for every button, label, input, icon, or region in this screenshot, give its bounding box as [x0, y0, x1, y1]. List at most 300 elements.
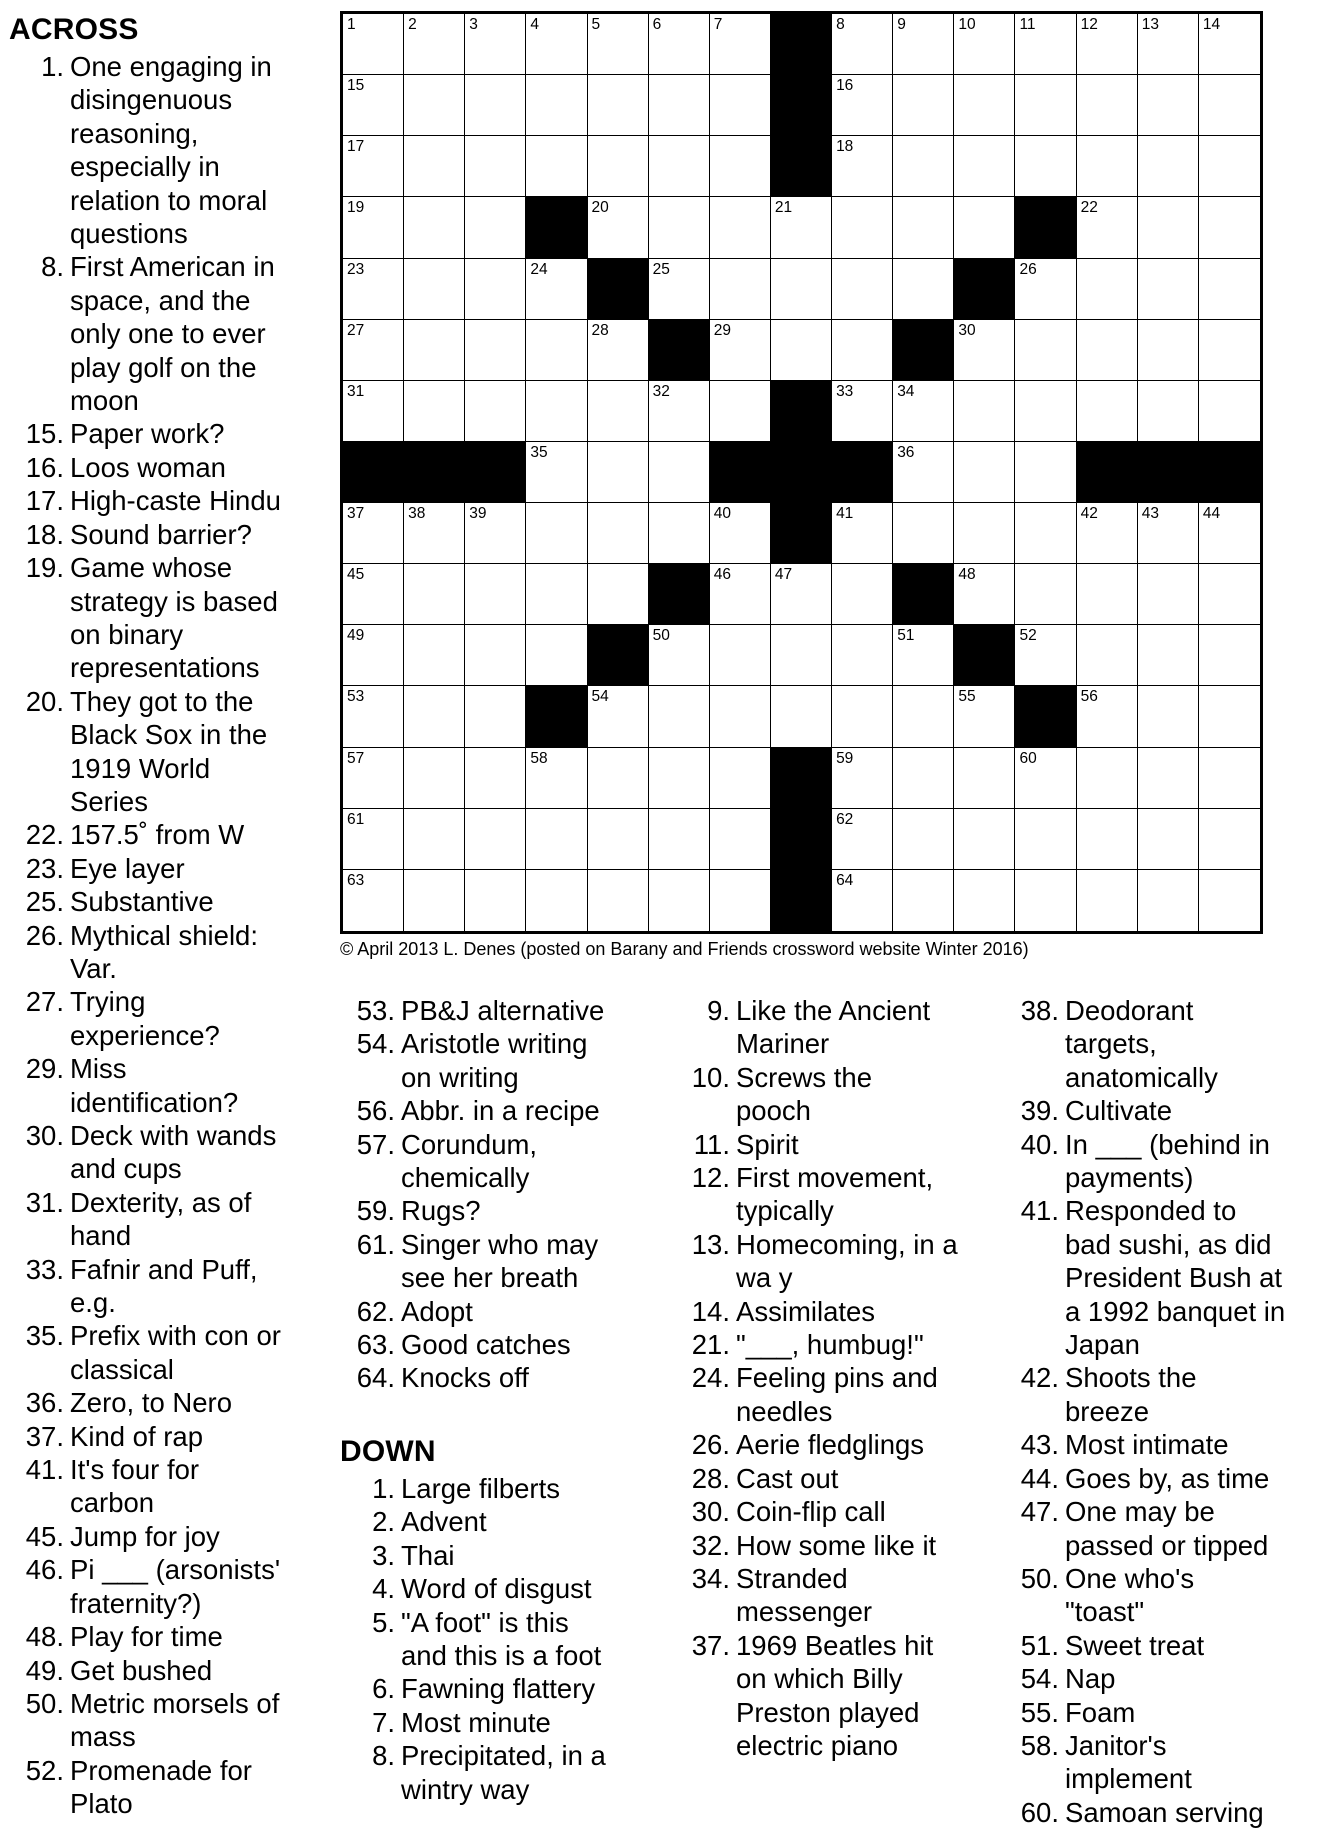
down-column-1: [345, 1472, 665, 1806]
grid-cell[interactable]: [1138, 197, 1199, 258]
grid-cell[interactable]: [1199, 136, 1260, 197]
grid-cell[interactable]: [954, 870, 1015, 931]
grid-cell[interactable]: [771, 686, 832, 747]
grid-cell[interactable]: [1015, 14, 1076, 75]
grid-cell[interactable]: [343, 625, 404, 686]
grid-cell[interactable]: [465, 625, 526, 686]
grid-cell[interactable]: [343, 870, 404, 931]
grid-cell[interactable]: [954, 442, 1015, 503]
clue-text: In ___ (behind in: [1065, 1128, 1270, 1160]
grid-cell[interactable]: [710, 870, 771, 931]
grid-cell[interactable]: [832, 625, 893, 686]
grid-cell[interactable]: [343, 320, 404, 381]
down-clue: [680, 1295, 990, 1328]
grid-cell[interactable]: [649, 625, 710, 686]
grid-cell[interactable]: [1199, 381, 1260, 442]
grid-cell[interactable]: [1015, 442, 1076, 503]
grid-cell[interactable]: [893, 136, 954, 197]
grid-cell[interactable]: [1015, 564, 1076, 625]
cell-number: 23: [347, 260, 365, 278]
grid-cell[interactable]: [404, 75, 465, 136]
clue-text: Precipitated, in a: [401, 1740, 606, 1772]
black-square: [954, 625, 1015, 686]
grid-cell[interactable]: [832, 564, 893, 625]
grid-cell[interactable]: [1077, 564, 1138, 625]
clue-number: 61.: [356, 1228, 395, 1260]
clue-text: and cups: [70, 1153, 182, 1185]
cell-number: 26: [1019, 260, 1037, 278]
grid-cell[interactable]: [1138, 320, 1199, 381]
clue-number: 57.: [356, 1128, 395, 1160]
clue-text: Preston played: [736, 1696, 920, 1728]
grid-cell[interactable]: [1199, 686, 1260, 747]
grid-cell[interactable]: [832, 503, 893, 564]
grid-cell[interactable]: [1015, 809, 1076, 870]
grid-cell[interactable]: [1077, 14, 1138, 75]
grid-cell[interactable]: [1138, 503, 1199, 564]
grid-cell[interactable]: [588, 197, 649, 258]
clue-number: 35.: [25, 1320, 64, 1352]
grid-cell[interactable]: [588, 14, 649, 75]
grid-cell[interactable]: [649, 136, 710, 197]
grid-cell[interactable]: [710, 748, 771, 809]
grid-cell[interactable]: [710, 136, 771, 197]
grid-cell[interactable]: [526, 259, 587, 320]
clue-number: 44.: [1020, 1462, 1059, 1494]
grid-cell[interactable]: [1077, 870, 1138, 931]
grid-cell[interactable]: [1138, 686, 1199, 747]
clue-text: experience?: [70, 1019, 220, 1051]
clue-number: 32.: [691, 1529, 730, 1561]
grid-cell[interactable]: [954, 503, 1015, 564]
grid-cell[interactable]: [1077, 809, 1138, 870]
clue-number: 63.: [356, 1329, 395, 1361]
grid-cell[interactable]: [893, 870, 954, 931]
clue-number: 8.: [372, 1740, 395, 1772]
grid-cell[interactable]: [404, 870, 465, 931]
clue-text: Word of disgust: [401, 1573, 592, 1605]
clue-text: Adopt: [401, 1295, 473, 1327]
clue-text: How some like it: [736, 1529, 937, 1561]
grid-cell[interactable]: [832, 259, 893, 320]
grid-cell[interactable]: [649, 809, 710, 870]
grid-cell[interactable]: [710, 259, 771, 320]
grid-cell[interactable]: [710, 625, 771, 686]
clue-number: 31.: [25, 1186, 64, 1218]
grid-cell[interactable]: [1199, 259, 1260, 320]
cell-number: 16: [836, 77, 854, 95]
grid-cell[interactable]: [526, 381, 587, 442]
grid-cell[interactable]: [404, 686, 465, 747]
grid-cell[interactable]: [710, 320, 771, 381]
grid-cell[interactable]: [343, 809, 404, 870]
black-square: [832, 442, 893, 503]
grid-cell[interactable]: [1015, 320, 1076, 381]
across-clue: [14, 1253, 324, 1320]
grid-cell[interactable]: [1199, 809, 1260, 870]
black-square: [1015, 197, 1076, 258]
grid-cell[interactable]: [404, 625, 465, 686]
grid-cell[interactable]: [1199, 503, 1260, 564]
grid-cell[interactable]: [1015, 625, 1076, 686]
grid-cell[interactable]: [404, 197, 465, 258]
clue-text: passed or tipped: [1065, 1529, 1269, 1561]
grid-cell[interactable]: [893, 197, 954, 258]
grid-cell[interactable]: [343, 259, 404, 320]
cell-number: 39: [469, 505, 487, 523]
grid-cell[interactable]: [1077, 625, 1138, 686]
clue-number: 9.: [707, 995, 730, 1026]
clue-number: 22.: [25, 819, 64, 851]
grid-cell[interactable]: [1138, 75, 1199, 136]
clue-text: Like the Ancient: [736, 995, 931, 1026]
grid-cell[interactable]: [954, 320, 1015, 381]
cell-number: 18: [836, 138, 854, 156]
grid-cell[interactable]: [465, 870, 526, 931]
grid-cell[interactable]: [954, 136, 1015, 197]
grid-cell[interactable]: [343, 14, 404, 75]
clue-text: Good catches: [401, 1329, 571, 1361]
clue-number: 54.: [1020, 1663, 1059, 1695]
clue-number: 51.: [1020, 1629, 1059, 1661]
grid-cell[interactable]: [710, 686, 771, 747]
grid-cell[interactable]: [1199, 564, 1260, 625]
grid-cell[interactable]: [832, 197, 893, 258]
grid-cell[interactable]: [1199, 625, 1260, 686]
grid-cell[interactable]: [1199, 14, 1260, 75]
grid-cell[interactable]: [649, 14, 710, 75]
grid-cell[interactable]: [1015, 503, 1076, 564]
clue-text: on which Billy: [736, 1663, 903, 1695]
grid-cell[interactable]: [710, 809, 771, 870]
grid-cell[interactable]: [893, 748, 954, 809]
cell-number: 54: [591, 688, 609, 706]
black-square: [771, 442, 832, 503]
cell-number: 15: [347, 77, 365, 95]
grid-cell[interactable]: [771, 197, 832, 258]
black-square: [343, 442, 404, 503]
grid-cell[interactable]: [1077, 503, 1138, 564]
black-square: [1199, 442, 1260, 503]
clue-number: 24.: [691, 1362, 730, 1394]
grid-cell[interactable]: [954, 748, 1015, 809]
clue-text: Most intimate: [1065, 1429, 1229, 1461]
grid-cell[interactable]: [832, 14, 893, 75]
grid-cell[interactable]: [343, 381, 404, 442]
grid-cell[interactable]: [404, 503, 465, 564]
grid-cell[interactable]: [1138, 14, 1199, 75]
grid-cell[interactable]: [832, 809, 893, 870]
grid-cell[interactable]: [465, 809, 526, 870]
clue-number: 42.: [1020, 1362, 1059, 1394]
clue-number: 41.: [1020, 1195, 1059, 1227]
down-clue: [680, 994, 990, 1061]
across-clue: [14, 1420, 324, 1453]
grid-cell[interactable]: [1077, 259, 1138, 320]
grid-cell[interactable]: [954, 809, 1015, 870]
grid-cell[interactable]: [1015, 748, 1076, 809]
grid-cell[interactable]: [526, 320, 587, 381]
grid-cell[interactable]: [465, 14, 526, 75]
cell-number: 2: [408, 16, 417, 33]
grid-cell[interactable]: [465, 197, 526, 258]
grid-cell[interactable]: [710, 381, 771, 442]
across-clue: [14, 818, 324, 851]
clue-number: 49.: [25, 1654, 64, 1686]
across-column-1: [14, 50, 324, 1821]
grid-cell[interactable]: [710, 14, 771, 75]
black-square: [649, 320, 710, 381]
grid-cell[interactable]: [465, 686, 526, 747]
grid-cell[interactable]: [404, 259, 465, 320]
clue-number: 58.: [1020, 1729, 1059, 1761]
clue-number: 45.: [25, 1520, 64, 1552]
cell-number: 50: [652, 627, 670, 645]
grid-cell[interactable]: [893, 686, 954, 747]
grid-cell[interactable]: [893, 625, 954, 686]
clue-text: Fawning flattery: [401, 1673, 596, 1705]
grid-cell[interactable]: [1138, 870, 1199, 931]
grid-cell[interactable]: [526, 564, 587, 625]
clue-text: PB&J alternative: [401, 995, 605, 1026]
cell-number: 56: [1080, 688, 1098, 706]
grid-cell[interactable]: [1138, 381, 1199, 442]
grid-cell[interactable]: [588, 442, 649, 503]
grid-cell[interactable]: [404, 564, 465, 625]
grid-cell[interactable]: [465, 320, 526, 381]
grid-cell[interactable]: [526, 809, 587, 870]
grid-cell[interactable]: [1138, 259, 1199, 320]
grid-cell[interactable]: [465, 503, 526, 564]
grid-cell[interactable]: [771, 320, 832, 381]
grid-cell[interactable]: [710, 75, 771, 136]
clue-text: Mythical shield:: [70, 919, 258, 951]
grid-cell[interactable]: [465, 75, 526, 136]
clue-text: "___, humbug!": [736, 1329, 924, 1361]
clue-number: 27.: [25, 986, 64, 1018]
grid-cell[interactable]: [404, 381, 465, 442]
grid-cell[interactable]: [343, 197, 404, 258]
black-square: [771, 75, 832, 136]
clue-text: Thai: [401, 1539, 455, 1571]
down-clue: [680, 1128, 990, 1161]
grid-cell[interactable]: [588, 75, 649, 136]
grid-cell[interactable]: [771, 259, 832, 320]
clue-number: 37.: [25, 1420, 64, 1452]
grid-cell[interactable]: [404, 14, 465, 75]
grid-cell[interactable]: [1015, 381, 1076, 442]
grid-cell[interactable]: [526, 442, 587, 503]
grid-cell[interactable]: [588, 564, 649, 625]
down-clue: [345, 1572, 665, 1605]
grid-cell[interactable]: [588, 320, 649, 381]
black-square: [771, 809, 832, 870]
grid-cell[interactable]: [404, 320, 465, 381]
grid-cell[interactable]: [649, 381, 710, 442]
clue-text: bad sushi, as did: [1065, 1228, 1272, 1260]
grid-cell[interactable]: [465, 748, 526, 809]
cell-number: 45: [347, 566, 365, 584]
grid-cell[interactable]: [526, 748, 587, 809]
grid-cell[interactable]: [649, 503, 710, 564]
grid-cell[interactable]: [893, 75, 954, 136]
grid-cell[interactable]: [832, 686, 893, 747]
clue-text: Feeling pins and: [736, 1362, 938, 1394]
grid-cell[interactable]: [526, 503, 587, 564]
grid-cell[interactable]: [465, 381, 526, 442]
grid-cell[interactable]: [588, 136, 649, 197]
clue-text: Spirit: [736, 1128, 799, 1160]
grid-cell[interactable]: [1138, 748, 1199, 809]
clue-text: Samoan serving: [1065, 1796, 1264, 1828]
grid-cell[interactable]: [526, 625, 587, 686]
across-clue: [14, 50, 324, 250]
down-clue: [680, 1161, 990, 1228]
grid-cell[interactable]: [1199, 320, 1260, 381]
grid-cell[interactable]: [649, 75, 710, 136]
grid-cell[interactable]: [1077, 136, 1138, 197]
grid-cell[interactable]: [710, 564, 771, 625]
grid-cell[interactable]: [832, 136, 893, 197]
across-clue: [14, 451, 324, 484]
grid-cell[interactable]: [1199, 748, 1260, 809]
clue-text: One who's: [1065, 1562, 1195, 1594]
grid-cell[interactable]: [710, 197, 771, 258]
grid-cell[interactable]: [832, 870, 893, 931]
down-clue: [680, 1361, 990, 1428]
grid-cell[interactable]: [588, 870, 649, 931]
grid-cell[interactable]: [832, 75, 893, 136]
grid-cell[interactable]: [1015, 75, 1076, 136]
grid-cell[interactable]: [1015, 136, 1076, 197]
black-square: [526, 197, 587, 258]
grid-cell[interactable]: [893, 503, 954, 564]
grid-cell[interactable]: [1199, 870, 1260, 931]
grid-cell[interactable]: [588, 503, 649, 564]
grid-cell[interactable]: [343, 75, 404, 136]
cell-number: 43: [1141, 505, 1159, 523]
grid-cell[interactable]: [893, 14, 954, 75]
black-square: [771, 748, 832, 809]
clue-text: e.g.: [70, 1287, 116, 1319]
grid-cell[interactable]: [649, 197, 710, 258]
cell-number: 11: [1019, 16, 1036, 33]
clue-text: Game whose: [70, 552, 233, 584]
grid-cell[interactable]: [954, 14, 1015, 75]
grid-cell[interactable]: [1077, 75, 1138, 136]
grid-cell[interactable]: [832, 320, 893, 381]
across-clue: [14, 1520, 324, 1553]
grid-cell[interactable]: [832, 748, 893, 809]
across-clue: [14, 919, 324, 986]
grid-cell[interactable]: [1077, 686, 1138, 747]
grid-cell[interactable]: [649, 442, 710, 503]
grid-cell[interactable]: [954, 381, 1015, 442]
black-square: [710, 442, 771, 503]
clue-text: 1919 World: [70, 752, 211, 784]
clue-text: Corundum,: [401, 1128, 538, 1160]
grid-cell[interactable]: [649, 259, 710, 320]
grid-cell[interactable]: [1138, 136, 1199, 197]
grid-cell[interactable]: [588, 686, 649, 747]
grid-cell[interactable]: [1077, 381, 1138, 442]
grid-cell[interactable]: [954, 197, 1015, 258]
grid-cell[interactable]: [893, 442, 954, 503]
clue-text: Deck with wands: [70, 1120, 277, 1151]
grid-cell[interactable]: [649, 870, 710, 931]
grid-cell[interactable]: [404, 748, 465, 809]
across-clue: [14, 484, 324, 517]
grid-cell[interactable]: [588, 748, 649, 809]
black-square: [588, 259, 649, 320]
grid-cell[interactable]: [1199, 75, 1260, 136]
grid-cell[interactable]: [1199, 197, 1260, 258]
grid-cell[interactable]: [588, 381, 649, 442]
grid-cell[interactable]: [465, 259, 526, 320]
grid-cell[interactable]: [710, 503, 771, 564]
grid-cell[interactable]: [771, 625, 832, 686]
cell-number: 61: [347, 810, 365, 828]
grid-cell[interactable]: [343, 686, 404, 747]
black-square: [771, 870, 832, 931]
black-square: [465, 442, 526, 503]
grid-cell[interactable]: [1015, 870, 1076, 931]
grid-cell[interactable]: [649, 748, 710, 809]
grid-cell[interactable]: [1077, 748, 1138, 809]
grid-cell[interactable]: [1138, 625, 1199, 686]
grid-cell[interactable]: [526, 14, 587, 75]
grid-cell[interactable]: [343, 136, 404, 197]
across-clue: [14, 1453, 324, 1520]
grid-cell[interactable]: [343, 564, 404, 625]
grid-cell[interactable]: [404, 809, 465, 870]
grid-cell[interactable]: [526, 75, 587, 136]
grid-cell[interactable]: [649, 686, 710, 747]
grid-cell[interactable]: [893, 259, 954, 320]
grid-cell[interactable]: [465, 136, 526, 197]
clue-text: Substantive: [70, 886, 214, 918]
grid-cell[interactable]: [1077, 197, 1138, 258]
clue-text: needles: [736, 1395, 833, 1427]
grid-cell[interactable]: [832, 381, 893, 442]
grid-cell[interactable]: [1138, 564, 1199, 625]
grid-cell[interactable]: [1077, 320, 1138, 381]
grid-cell[interactable]: [893, 381, 954, 442]
grid-cell[interactable]: [1138, 809, 1199, 870]
grid-cell[interactable]: [1015, 259, 1076, 320]
clue-text: questions: [70, 218, 188, 250]
grid-cell[interactable]: [343, 748, 404, 809]
across-clue: [14, 1654, 324, 1687]
clue-number: 53.: [356, 995, 395, 1026]
grid-cell[interactable]: [954, 75, 1015, 136]
clue-text: First American in: [70, 251, 275, 283]
clue-text: only one to ever: [70, 318, 266, 350]
grid-cell[interactable]: [465, 564, 526, 625]
grid-cell[interactable]: [526, 136, 587, 197]
grid-cell[interactable]: [404, 136, 465, 197]
grid-cell[interactable]: [954, 686, 1015, 747]
cell-number: 63: [347, 871, 365, 889]
grid-cell[interactable]: [526, 870, 587, 931]
grid-cell[interactable]: [588, 809, 649, 870]
grid-cell[interactable]: [343, 503, 404, 564]
grid-cell[interactable]: [954, 564, 1015, 625]
grid-cell[interactable]: [893, 809, 954, 870]
black-square: [893, 320, 954, 381]
clue-text: Loos woman: [70, 451, 226, 483]
grid-cell[interactable]: [771, 564, 832, 625]
